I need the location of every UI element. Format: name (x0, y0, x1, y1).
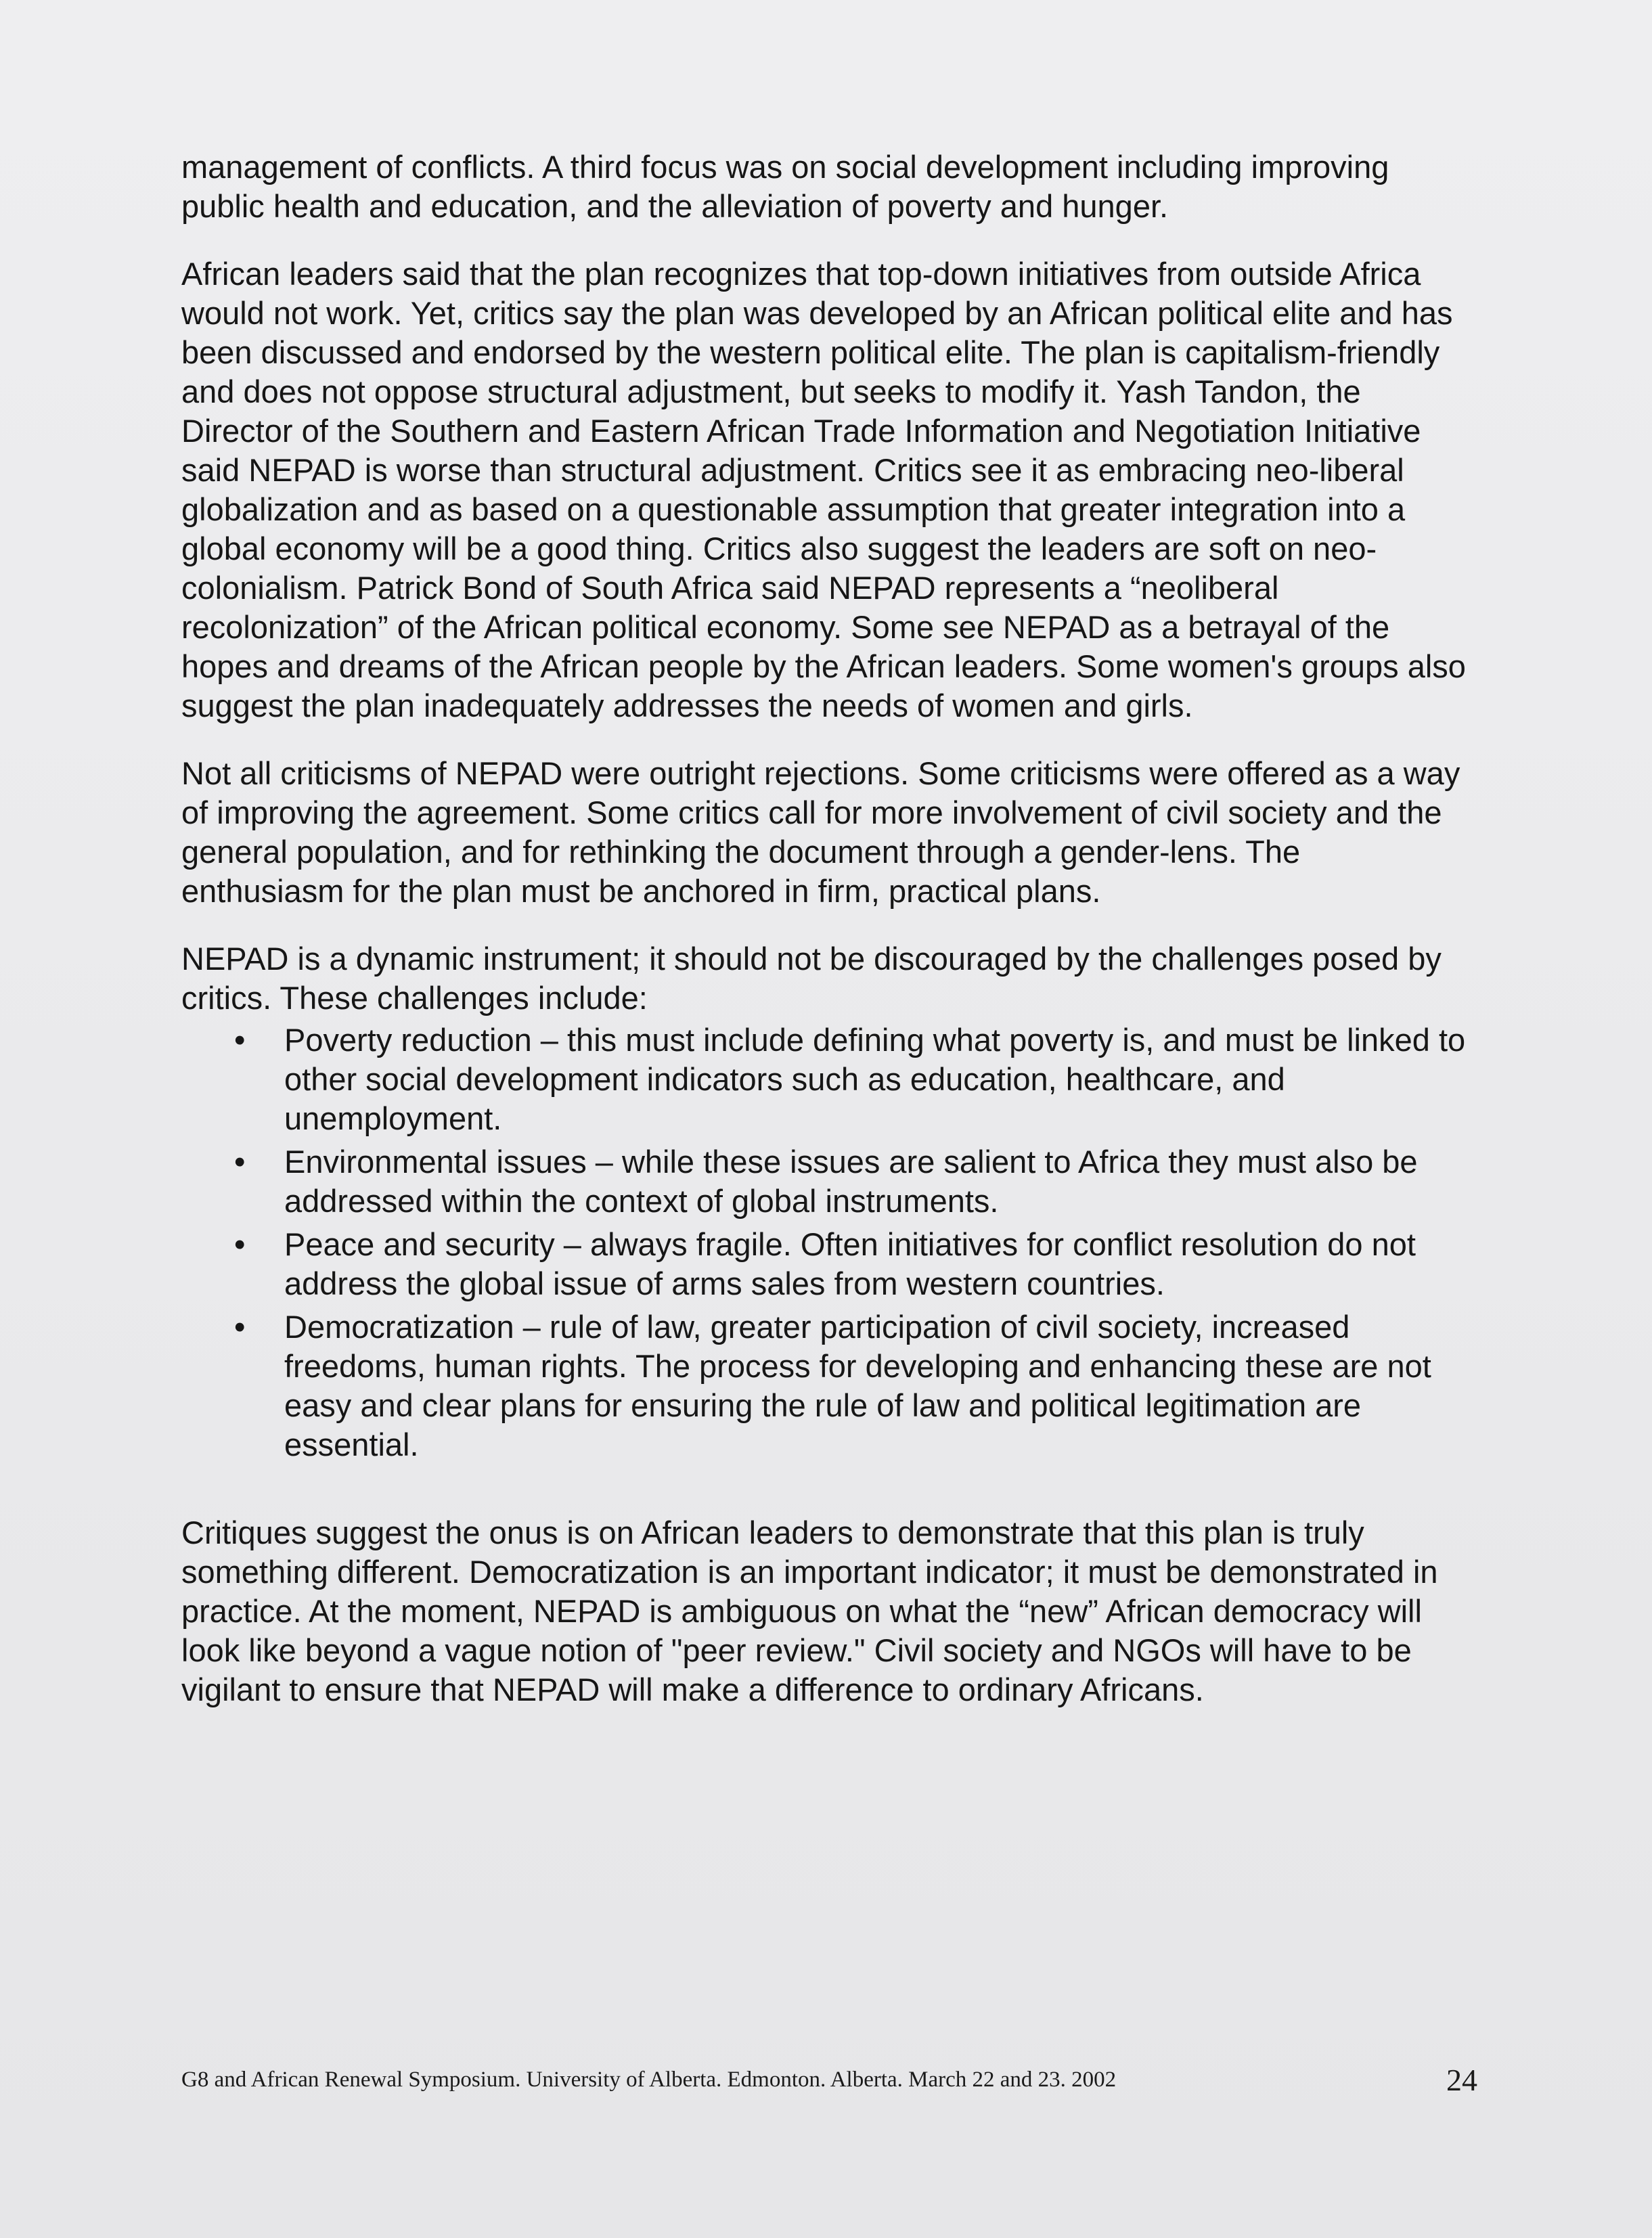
list-item-text: Environmental issues – while these issues are salient to Africa they must also be addressed within the context of global instruments. (284, 1144, 1418, 1219)
list-item-peace (181, 1225, 1467, 1303)
paragraph-critics: African leaders said that the plan recognizes that top-down initiatives from outside Africa would not work. Yet, critics say the plan was developed by an African political elite and has been discussed and endorsed by the western political elite. The plan is capitalism-friendly and does not oppose structural adjustment, but seeks to modify it. Yash Tandon, the Director of the Southern and Eastern African Trade Information and Negotiation Initiative said NEPAD is worse than structural adjustment. Critics see it as embracing neo-liberal globalization and as based on a questionable assumption that greater integration into a global economy will be a good thing. Critics also suggest the leaders are soft on neo-colonialism. Patrick Bond of South Africa said NEPAD represents a “neoliberal recolonization” of the African political economy. Some see NEPAD as a betrayal of the hopes and dreams of the African people by the African leaders. Some women's groups also suggest the plan inadequately addresses the needs of women and girls. (181, 256, 1466, 723)
paragraph-challenges-intro: NEPAD is a dynamic instrument; it should not be discouraged by the challenges posed by critics. These challenges include: (181, 941, 1442, 1016)
list-item-text: Democratization – rule of law, greater participation of civil society, increased freedoms, human rights. The process for developing and enhancing these are not easy and clear plans for ensuring the rule of law and political legitimation are essential. (284, 1309, 1431, 1462)
page-footer (181, 2063, 1477, 2097)
bullet-icon: • (234, 1144, 246, 1180)
list-item-text: Peace and security – always fragile. Often initiatives for conflict resolution do not address the global issue of arms sales from western countries. (284, 1226, 1416, 1301)
list-item-poverty (181, 1021, 1467, 1138)
list-item-democratization (181, 1307, 1467, 1464)
paragraph-continuation: management of conflicts. A third focus was on social development including improving public health and education, and the alleviation of poverty and hunger. (181, 149, 1389, 224)
paragraph-conclusion: Critiques suggest the onus is on African leaders to demonstrate that this plan is truly something different. Democratization is an important indicator; it must be demonstrated in practice. At the moment, NEPAD is ambiguous on what the “new” African democracy will look like beyond a vague notion of "peer review." Civil society and NGOs will have to be vigilant to ensure that NEPAD will make a difference to ordinary Africans. (181, 1515, 1438, 1707)
list-item-environment (181, 1142, 1467, 1221)
bullet-icon: • (234, 1309, 246, 1345)
challenges-list (181, 1021, 1467, 1464)
bullet-icon: • (234, 1022, 246, 1058)
list-item-text: Poverty reduction – this must include defining what poverty is, and must be linked to other social development indicators such as education, healthcare, and unemployment. (284, 1022, 1466, 1136)
body-text (181, 148, 1467, 1738)
paragraph-criticisms: Not all criticisms of NEPAD were outright rejections. Some criticisms were offered as a way of improving the agreement. Some critics call for more involvement of civil society and the general population, and for rethinking the document through a gender-lens. The enthusiasm for the plan must be anchored in firm, practical plans. (181, 755, 1460, 909)
footer-citation: G8 and African Renewal Symposium. University of Alberta. Edmonton. Alberta. March 22 and 23. 2002 (181, 2067, 1117, 2092)
page-number: 24 (1446, 2063, 1477, 2097)
bullet-icon: • (234, 1226, 246, 1262)
